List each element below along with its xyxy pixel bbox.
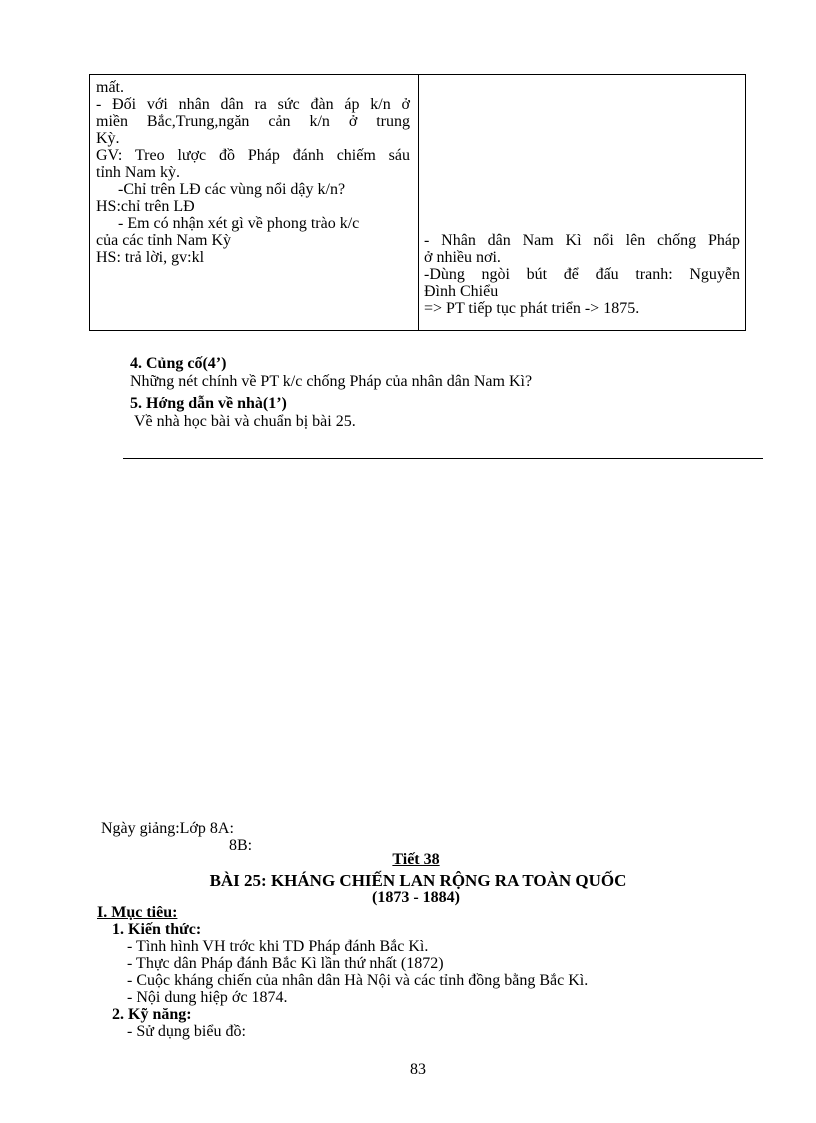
horizontal-rule (123, 458, 763, 459)
knowledge-heading: 1. Kiến thức: (112, 921, 202, 938)
period-title: Tiết 38 (392, 851, 440, 868)
section4-heading: 4. Củng cố(4’) (130, 355, 227, 372)
teaching-date-line: Ngày giảng:Lớp 8A: (101, 820, 234, 837)
table-left-line: của các tỉnh Nam Kỳ (96, 232, 232, 249)
table-right-column (424, 232, 740, 317)
table-right-line: => PT tiếp tục phát triển -> 1875. (424, 300, 640, 317)
table-left-line: miền Bắc,Trung,ngăn cản k/n ở trung (96, 113, 410, 130)
knowledge-item: - Tình hình VH trớc khi TD Pháp đánh Bắc Kì. (127, 938, 429, 955)
skills-heading: 2. Kỹ năng: (112, 1006, 192, 1023)
objectives-heading: I. Mục tiêu: (97, 904, 178, 921)
knowledge-item: - Thực dân Pháp đánh Bắc Kì lần thứ nhất (1872) (127, 955, 444, 972)
table-column-divider (418, 75, 419, 330)
table-left-line: - Đối với nhân dân ra sức đàn áp k/n ở (96, 96, 410, 113)
teaching-date-line2: 8B: (229, 837, 253, 854)
table-right-line: -Dùng ngòi bút để đấu tranh: Nguyễn (424, 266, 740, 283)
knowledge-item: - Cuộc kháng chiến của nhân dân Hà Nội và các tỉnh đồng bằng Bắc Kì. (127, 972, 589, 989)
section5-text: Về nhà học bài và chuẩn bị bài 25. (134, 413, 356, 430)
skills-item: - Sử dụng biểu đồ: (127, 1023, 246, 1040)
table-left-line: HS:chỉ trên LĐ (96, 198, 195, 215)
table-left-line: Kỳ. (96, 130, 120, 147)
table-left-line: HS: trả lời, gv:kl (96, 249, 205, 266)
table-left-line: - Em có nhận xét gì về phong trào k/c (118, 215, 360, 232)
knowledge-item: - Nội dung hiệp ớc 1874. (127, 989, 288, 1006)
lesson-table (89, 74, 746, 331)
table-right-line: Đình Chiểu (424, 283, 499, 300)
table-left-line: mất. (96, 79, 124, 96)
table-right-line: ở nhiều nơi. (424, 249, 501, 266)
section5-heading: 5. Hớng dẫn về nhà(1’) (130, 395, 287, 412)
table-left-line: GV: Treo lược đồ Pháp đánh chiếm sáu (96, 147, 410, 164)
table-right-line: - Nhân dân Nam Kì nổi lên chống Pháp (424, 232, 740, 249)
lesson-years: (1873 - 1884) (372, 889, 460, 906)
table-left-column (96, 79, 410, 266)
section4-text: Những nét chính về PT k/c chống Pháp của nhân dân Nam Kì? (130, 373, 533, 390)
table-left-line: -Chỉ trên LĐ các vùng nổi dậy k/n? (118, 181, 346, 198)
lesson-title: BÀI 25: KHÁNG CHIẾN LAN RỘNG RA TOÀN QUỐC (209, 871, 627, 890)
page-number: 83 (410, 1061, 426, 1078)
table-left-line: tỉnh Nam kỳ. (96, 164, 180, 181)
